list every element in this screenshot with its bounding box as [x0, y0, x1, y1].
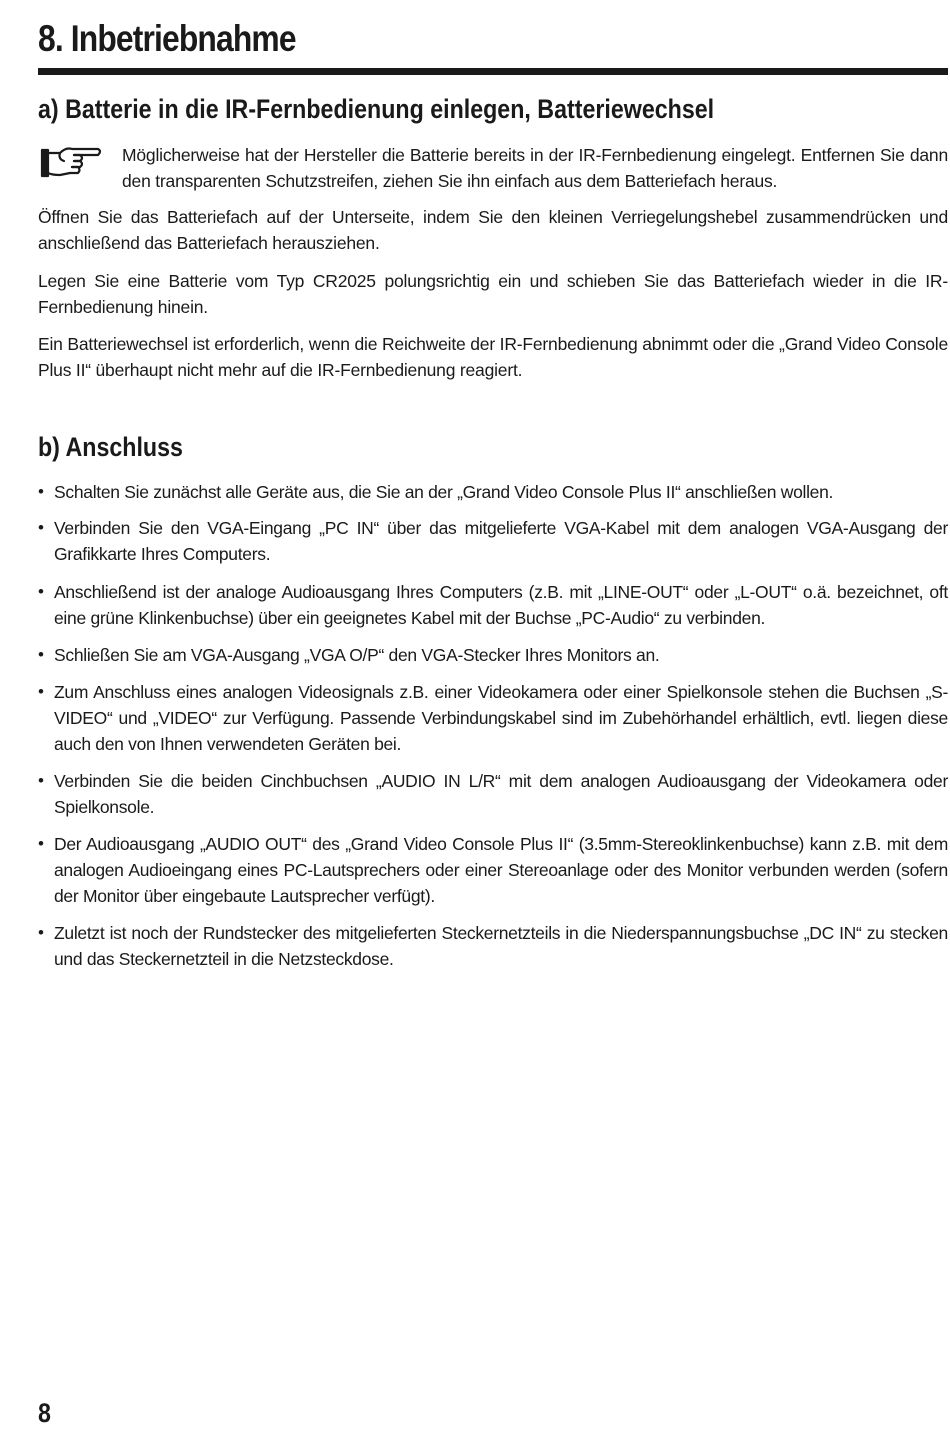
- list-item-text: Zuletzt ist noch der Rundstecker des mitgelieferten Steckernetzteils in die Niederspannungsbuchse „DC IN“ zu stecken und das Steckernetzteil in die Netzsteckdose.: [54, 923, 948, 969]
- paragraph-insert-battery: Legen Sie eine Batterie vom Typ CR2025 polungsrichtig ein und schieben Sie das Batteriefach wieder in die IR-Fernbedienung hinein.: [38, 271, 948, 317]
- list-item-text: Zum Anschluss eines analogen Videosignals z.B. einer Videokamera oder einer Spielkonsole stehen die Buchsen „S-VIDEO“ und „VIDEO“ zur Verfügung. Passende Verbindungskabel sind im Zubehörhandel erhältlich, evtl. liegen diese auch den von Ihnen verwendeten Geräten bei.: [54, 682, 948, 754]
- bullet-icon: •: [38, 771, 44, 790]
- pointing-hand-icon: [40, 145, 104, 179]
- bullet-icon: •: [38, 582, 44, 601]
- bullet-icon: •: [38, 834, 44, 853]
- section-a-heading: a) Batterie in die IR-Fernbedienung einlegen, Batteriewechsel: [38, 94, 715, 124]
- bullet-icon: •: [38, 645, 44, 664]
- battery-note: Möglicherweise hat der Hersteller die Batterie bereits in der IR-Fernbedienung eingelegt. Entfernen Sie dann den transparenten Schutzstreifen, ziehen Sie ihn einfach aus dem Batteriefach heraus.: [122, 145, 948, 191]
- bullet-icon: •: [38, 923, 44, 942]
- list-item-text: Der Audioausgang „AUDIO OUT“ des „Grand Video Console Plus II“ (3.5mm-Stereoklinkenbuchse) kann z.B. mit dem analogen Audioeingang eines PC-Lautsprechers oder einer Stereoanlage oder des Monitor verbunden werden (sofern der Monitor über eingebaute Lautsprecher verfügt).: [54, 834, 948, 906]
- list-item-text: Anschließend ist der analoge Audioausgang Ihres Computers (z.B. mit „LINE-OUT“ oder „L-OUT“ o.ä. bezeichnet, oft eine grüne Klinkenbuchse) über ein geeignetes Kabel mit der Buchse „PC-Audio“ zu verbinden.: [54, 582, 948, 628]
- list-item-text: Verbinden Sie die beiden Cinchbuchsen „AUDIO IN L/R“ mit dem analogen Audioausgang der Videokamera oder Spielkonsole.: [54, 771, 948, 817]
- list-item-text: Schalten Sie zunächst alle Geräte aus, die Sie an der „Grand Video Console Plus II“ anschließen wollen.: [54, 482, 834, 502]
- paragraph-open-compartment: Öffnen Sie das Batteriefach auf der Unterseite, indem Sie den kleinen Verriegelungshebel zusammendrücken und anschließend das Batteriefach herausziehen.: [38, 207, 948, 253]
- section-b-heading: b) Anschluss: [38, 432, 183, 462]
- bullet-icon: •: [38, 518, 44, 537]
- paragraph-battery-change: Ein Batteriewechsel ist erforderlich, wenn die Reichweite der IR-Fernbedienung abnimmt oder die „Grand Video Console Plus II“ überhaupt nicht mehr auf die IR-Fernbedienung reagiert.: [38, 334, 948, 380]
- bullet-icon: •: [38, 482, 44, 501]
- list-item-text: Verbinden Sie den VGA-Eingang „PC IN“ über das mitgelieferte VGA-Kabel mit dem analogen VGA-Ausgang der Grafikkarte Ihres Computers.: [54, 518, 948, 564]
- page-title: 8. Inbetriebnahme: [38, 18, 296, 59]
- page-number: 8: [38, 1398, 51, 1428]
- title-rule: [38, 68, 948, 75]
- list-item-text: Schließen Sie am VGA-Ausgang „VGA O/P“ den VGA-Stecker Ihres Monitors an.: [54, 645, 660, 665]
- bullet-icon: •: [38, 682, 44, 701]
